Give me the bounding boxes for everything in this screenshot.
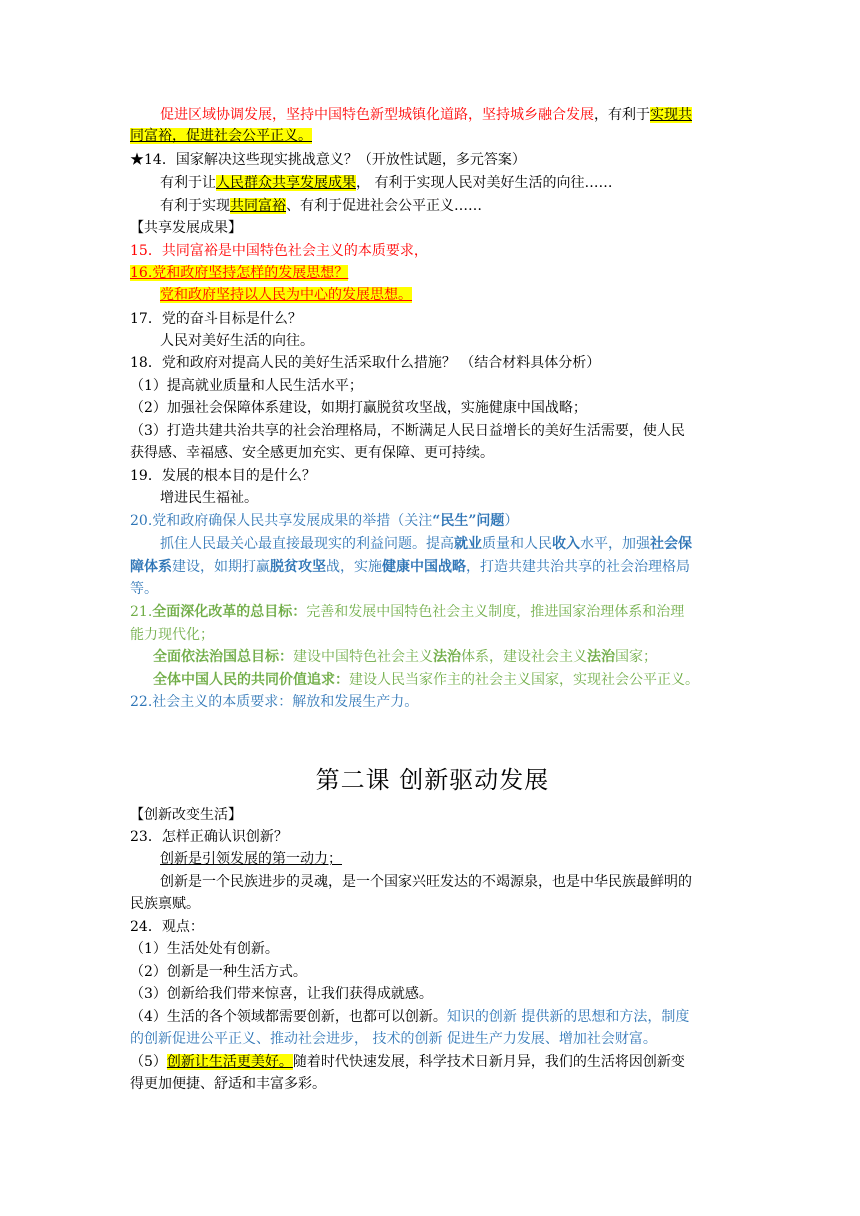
question-19-title: 19．发展的根本目的是什么？ [130,468,316,484]
question-24-item-5-line1: （5）创新让生活更美好。随着时代快速发展，科学技术日新月异，我们的生活将因创新变 [130,1054,685,1070]
question-24-title: 24．观点： [130,919,204,935]
question-18-title: 18．党和政府对提高人民的美好生活采取什么措施？ （结合材料具体分析） [130,355,601,371]
question-16-title: 16.党和政府坚持怎样的发展思想？ [130,265,349,281]
question-17-answer: 人民对美好生活的向往。 [160,333,314,349]
question-14-answer-1: 有利于让人民群众共享发展成果， 有利于实现人民对美好生活的向往…… [160,175,613,191]
question-20-answer-line1: 抓住人民最关心最直接最现实的利益问题。提高就业质量和人民收入水平，加强社会保 [160,536,692,552]
question-23-key-point: 创新是引领发展的第一动力； [160,851,342,867]
question-18-item-3-line1: （3）打造共建共治共享的社会治理格局，不断满足人民日益增长的美好生活需要，使人民 [130,423,685,439]
question-19-answer: 增进民生福祉。 [160,490,258,506]
question-24-item-5-line2: 得更加便捷、舒适和丰富多彩。 [130,1076,326,1092]
question-20-title: 20.党和政府确保人民共享发展成果的举措（关注“民生”问题） [130,513,519,529]
question-21-rule-of-law: 全面依法治国总目标：建设中国特色社会主义法治体系，建设社会主义法治国家； [153,649,657,665]
section-heading-innovation: 【创新改变生活】 [130,807,242,823]
paragraph-regional-line2: 同富裕，促进社会公平正义。 [130,128,312,144]
question-14-title: ★14．国家解决这些现实挑战意义？（开放性试题，多元答案） [130,152,526,168]
section-heading-share: 【共享发展成果】 [130,220,242,236]
question-21-line2: 能力现代化； [130,627,214,643]
question-23-para-line1: 创新是一个民族进步的灵魂，是一个国家兴旺发达的不竭源泉，也是中华民族最鲜明的 [160,874,692,890]
paragraph-regional-line1: 促进区域协调发展，坚持中国特色新型城镇化道路，坚持城乡融合发展，有利于实现共 [160,107,692,123]
question-24-item-2: （2）创新是一种生活方式。 [130,964,307,980]
question-21-line1: 21.全面深化改革的总目标：完善和发展中国特色社会主义制度，推进国家治理体系和治理 [130,604,685,620]
question-16-answer: 党和政府坚持以人民为中心的发展思想。 [160,287,412,303]
question-14-answer-2: 有利于实现共同富裕、有利于促进社会公平正义…… [160,198,482,214]
question-22: 22.社会主义的本质要求：解放和发展生产力。 [130,694,419,710]
question-21-common-value: 全体中国人民的共同价值追求：建设人民当家作主的社会主义国家，实现社会公平正义。 [153,672,699,688]
question-24-item-4-line2: 的创新促进公平正义、推动社会进步， 技术的创新 促进生产力发展、增加社会财富。 [130,1031,657,1047]
question-23-para-line2: 民族禀赋。 [130,896,200,912]
question-17-title: 17．党的奋斗目标是什么？ [130,311,302,327]
question-18-item-2: （2）加强社会保障体系建设，如期打赢脱贫攻坚战，实施健康中国战略； [130,400,587,416]
question-20-answer-line3: 等。 [130,581,158,597]
question-15: 15．共同富裕是中国特色社会主义的本质要求， [130,243,428,259]
question-23-title: 23．怎样正确认识创新？ [130,829,288,845]
question-18-item-1: （1）提高就业质量和人民生活水平； [130,378,363,394]
question-24-item-3: （3）创新给我们带来惊喜，让我们获得成就感。 [130,986,433,1002]
lesson-title: 第二课 创新驱动发展 [315,766,550,794]
question-18-item-3-line2: 获得感、幸福感、安全感更加充实、更有保障、更可持续。 [130,445,494,461]
question-20-answer-line2: 障体系建设，如期打赢脱贫攻坚战，实施健康中国战略，打造共建共治共享的社会治理格局 [130,559,690,575]
question-24-item-4-line1: （4）生活的各个领域都需要创新，也都可以创新。知识的创新 提供新的思想和方法，制度 [130,1009,690,1025]
question-24-item-1: （1）生活处处有创新。 [130,941,279,957]
